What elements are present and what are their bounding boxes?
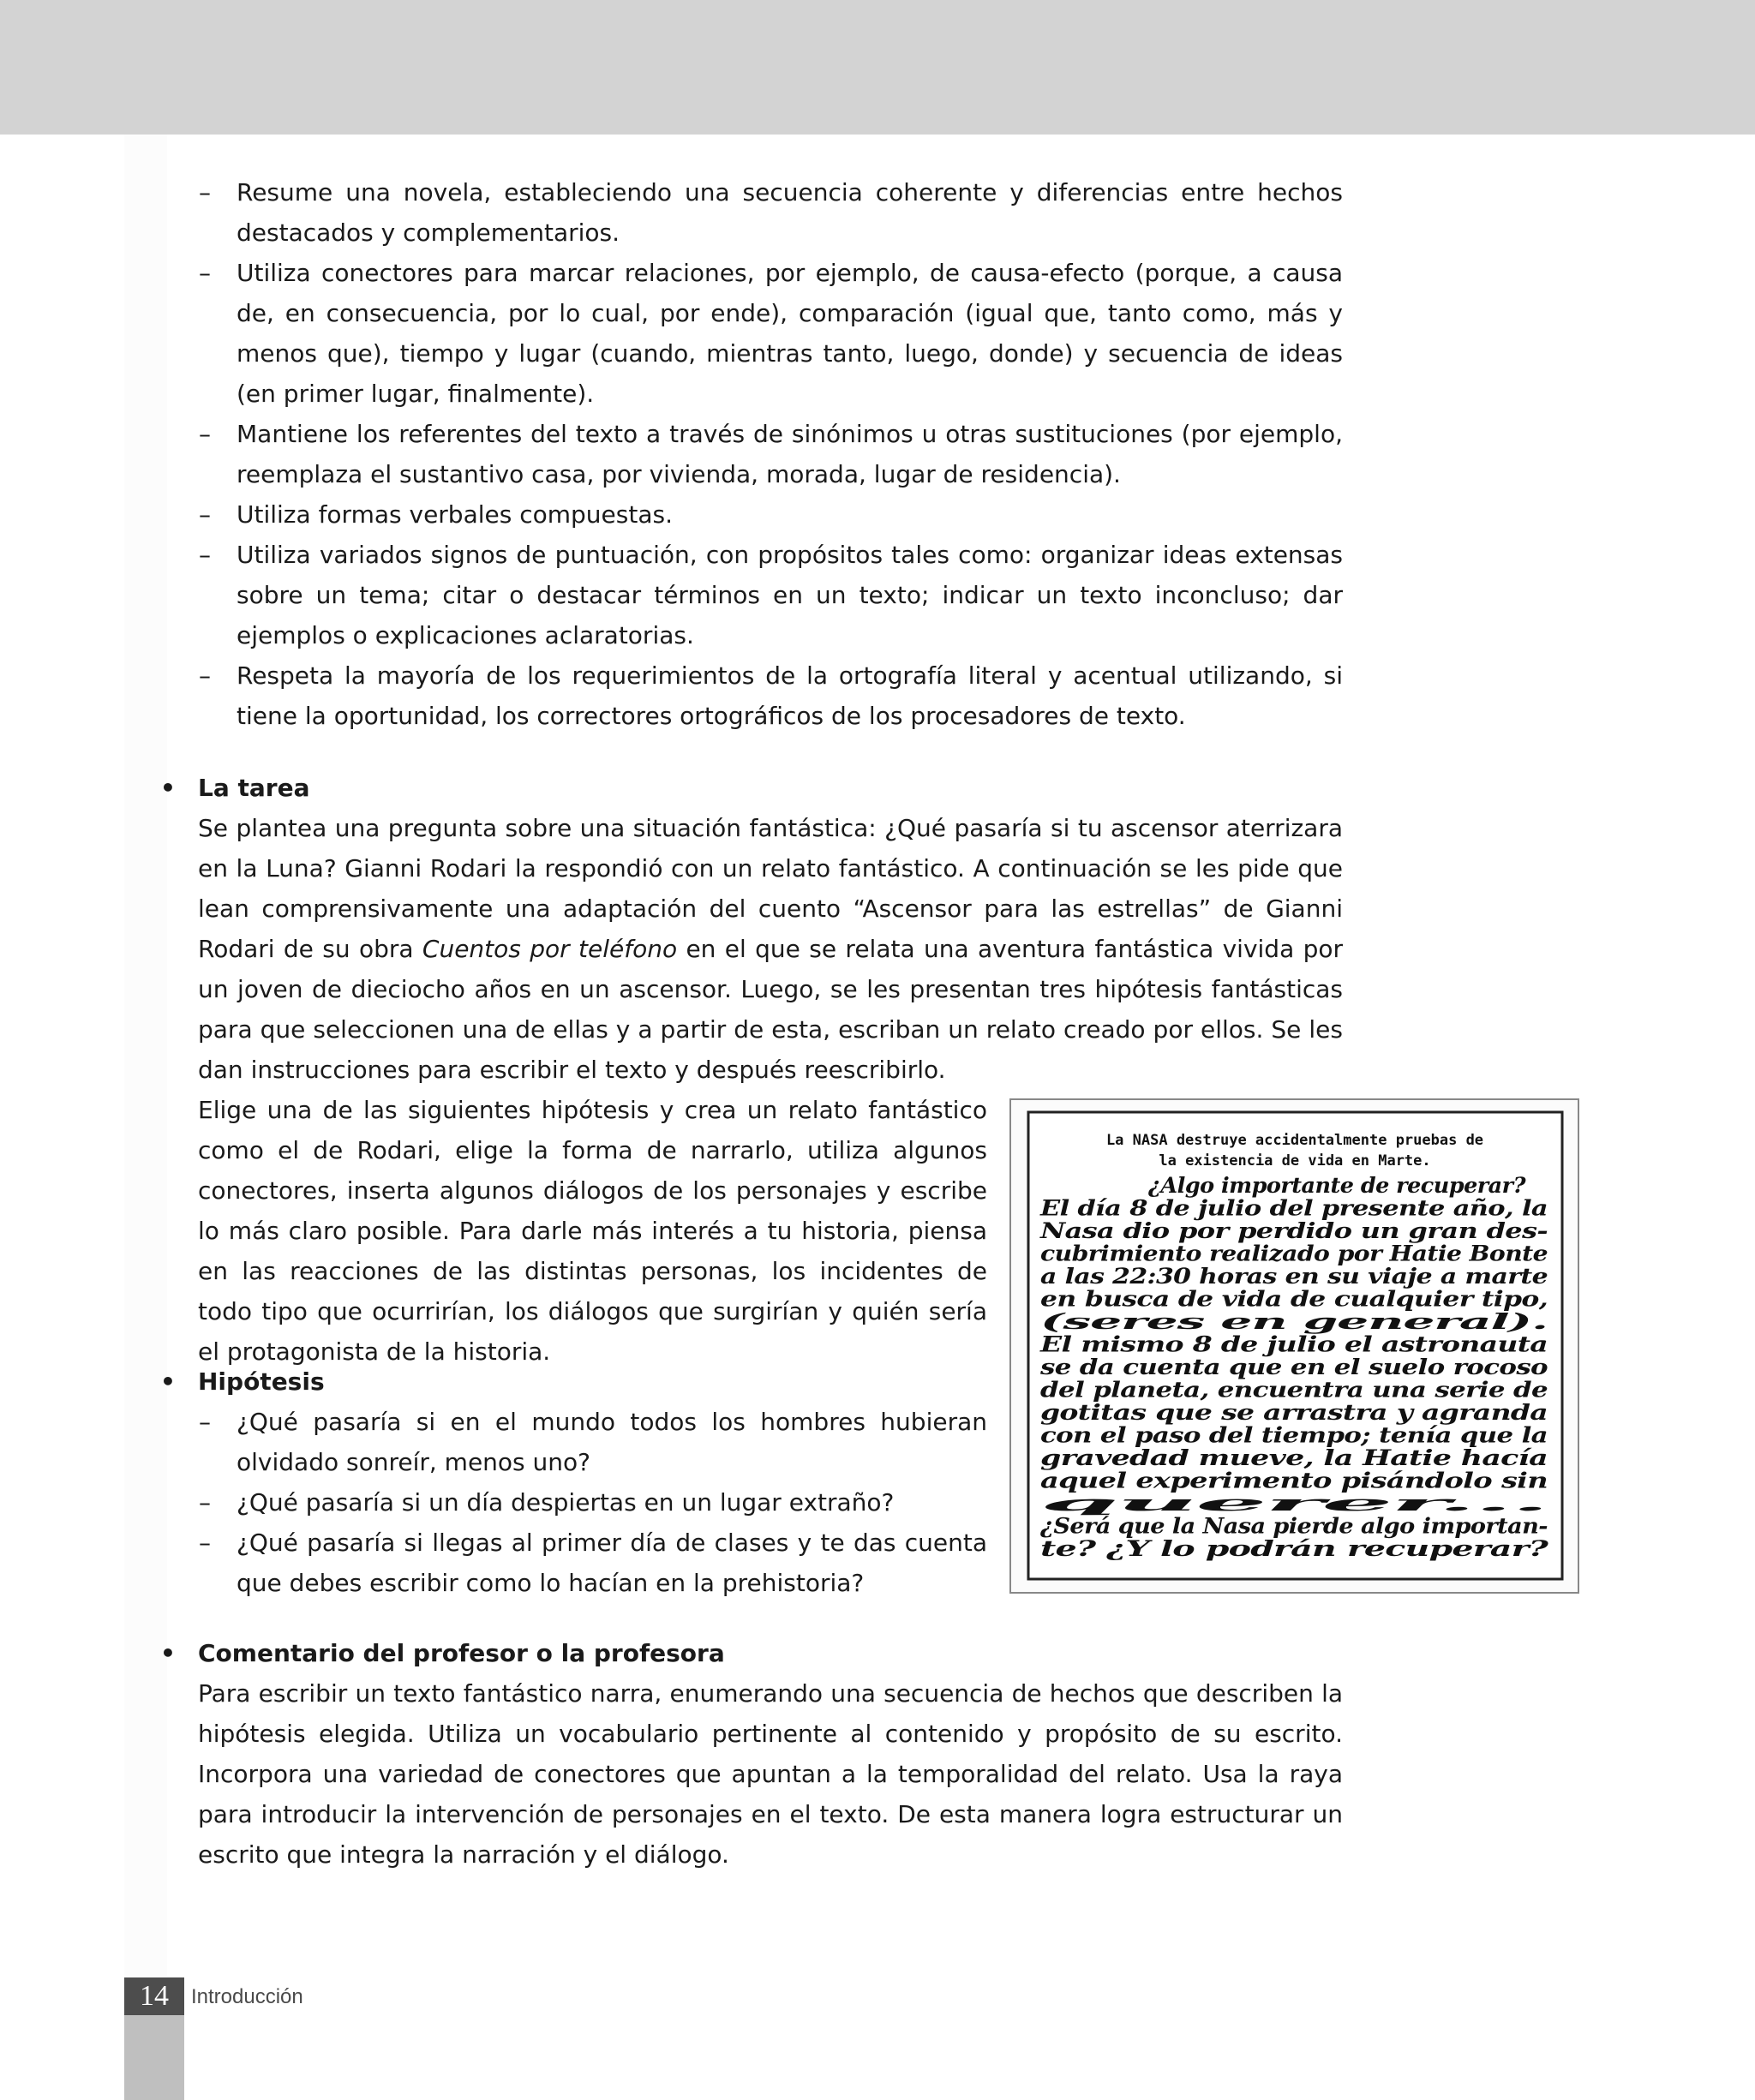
note-handwritten-line: gravedad mueve, la Hatie hacía [1040,1445,1548,1470]
tarea-text-part: Se plantea una pregunta sobre una situación fantástica: ¿Qué pasaría si tu ascensor aterrizara en la Luna? Gianni Rodari la respondió con un relato fantástico. A continuación se les pide que lean comprensivamente una adaptación del cuento “Ascensor para las estrellas” de Gianni Rodari de su obra [198,814,1343,963]
list-item: – Respeta la mayoría de los requerimientos de la ortografía literal y acentual utilizando, si tiene la oportunidad, los correctores ortográficos de los procesadores de texto. [199,655,1343,736]
footer-section-label: Introducción [191,1985,303,2008]
list-item: – Utiliza variados signos de puntuación, con propósitos tales como: organizar ideas extensas sobre un tema; citar o destacar términos en un texto; indicar un texto inconcluso; dar ejemplos o explicaciones aclaratorias. [199,535,1343,655]
list-item: – Mantiene los referentes del texto a través de sinónimos u otras sustituciones (por ejemplo, reemplaza el sustantivo casa, por vivienda, morada, lugar de residencia). [199,414,1343,494]
note-handwritten-line: El día 8 de julio del presente año, la [1039,1195,1548,1221]
list-item: – ¿Qué pasaría si en el mundo todos los hombres hubieran olvidado sonreír, menos uno? [199,1402,987,1482]
note-typed-line: la existencia de vida en Marte. [1159,1152,1431,1170]
section-heading: • La tarea [160,768,1343,808]
section-heading: • Comentario del profesor o la profesora [160,1633,1343,1673]
note-handwritten-line: con el paso del tiempo; tenía que la [1040,1422,1548,1448]
footer-bar [124,2015,184,2100]
note-handwritten-line: querer... [1040,1491,1548,1516]
book-title: Cuentos por teléfono [422,935,678,963]
note-handwritten-line: te? ¿Y lo podrán recuperar? [1040,1536,1549,1561]
list-item: – Utiliza formas verbales compuestas. [199,494,1343,535]
criteria-list [199,172,1343,736]
section-hipotesis [160,1361,987,1402]
tarea-paragraph [160,808,1343,1090]
section-heading: • Hipótesis [160,1361,987,1402]
note-typed-line: La NASA destruye accidentalmente pruebas de [1105,1132,1484,1149]
hipotesis-list [199,1402,987,1603]
tarea-text-part: en el que se relata una aventura fantástica vivida por un joven de dieciocho años en un ascensor. Luego, se les presentan tres hipótesis fantásticas para que seleccionen una de ellas y a partir de esta, escriban un relato creado por ellos. Se les dan instrucciones para escribir el texto y después reescribirlo. [198,935,1344,1084]
note-handwritten-line: se da cuenta que en el suelo rocoso [1039,1355,1548,1379]
note-handwritten-line: en busca de vida de cualquier tipo, [1040,1286,1548,1312]
note-handwritten-line: del planeta, encuentra una serie de [1040,1377,1548,1403]
student-handwritten-sample [1009,1098,1579,1594]
note-handwritten-line: ¿Algo importante de recuperar? [1147,1173,1526,1198]
note-handwritten-line: ¿Será que la Nasa pierde algo importan- [1039,1513,1548,1539]
list-item: – Resume una novela, estableciendo una secuencia coherente y diferencias entre hechos destacados y complementarios. [199,172,1343,253]
note-handwritten-line: (seres en general). [1040,1309,1548,1334]
note-handwritten-line: a las 22:30 horas en su viaje a marte [1040,1264,1548,1289]
list-item: – ¿Qué pasaría si un día despiertas en un lugar extraño? [199,1482,987,1523]
note-handwritten-line: gotitas que se arrastra y agranda [1040,1400,1548,1425]
section-tarea [160,768,1343,1090]
section-comentario [160,1633,1343,1875]
header-band [0,0,1755,135]
instructions-paragraph: Elige una de las siguientes hipótesis y crea un relato fantástico como el de Rodari, elige la forma de narrarlo, utiliza algunos conectores, inserta algunos diálogos de los personajes y escribe lo más claro posible. Para darle más interés a tu historia, piensa en las reacciones de las distintas personas, los incidentes de todo tipo que ocurrirían, los diálogos que surgirían y quién sería el protagonista de la historia. [198,1096,987,1366]
list-item: – ¿Qué pasaría si llegas al primer día de clases y te das cuenta que debes escribir como lo hacían en la prehistoria? [199,1523,987,1603]
note-handwritten-line: cubrimiento realizado por Hatie Bonte [1040,1241,1548,1266]
note-handwritten-line: El mismo 8 de julio el astronauta [1039,1331,1548,1357]
note-handwritten-line: aquel experimento pisándolo sin [1040,1468,1548,1493]
note-handwritten-line: Nasa dio por perdido un gran des- [1039,1218,1548,1243]
tarea-instructions [160,1090,987,1372]
page-number: 14 [124,1977,184,2015]
list-item: – Utiliza conectores para marcar relaciones, por ejemplo, de causa-efecto (porque, a causa de, en consecuencia, por lo cual, por ende), comparación (igual que, tanto como, más y menos que), tiempo y lugar (cuando, mientras tanto, luego, donde) y secuencia de ideas (en primer lugar, finalmente). [199,253,1343,414]
comentario-paragraph: Para escribir un texto fantástico narra, enumerando una secuencia de hechos que describen la hipótesis elegida. Utiliza un vocabulario pertinente al contenido y propósito de su escrito. Incorpora una variedad de conectores que apuntan a la temporalidad del relato. Usa la raya para introducir la intervención de personajes en el texto. De esta manera logra estructurar un escrito que integra la narración y el diálogo. [198,1679,1343,1869]
